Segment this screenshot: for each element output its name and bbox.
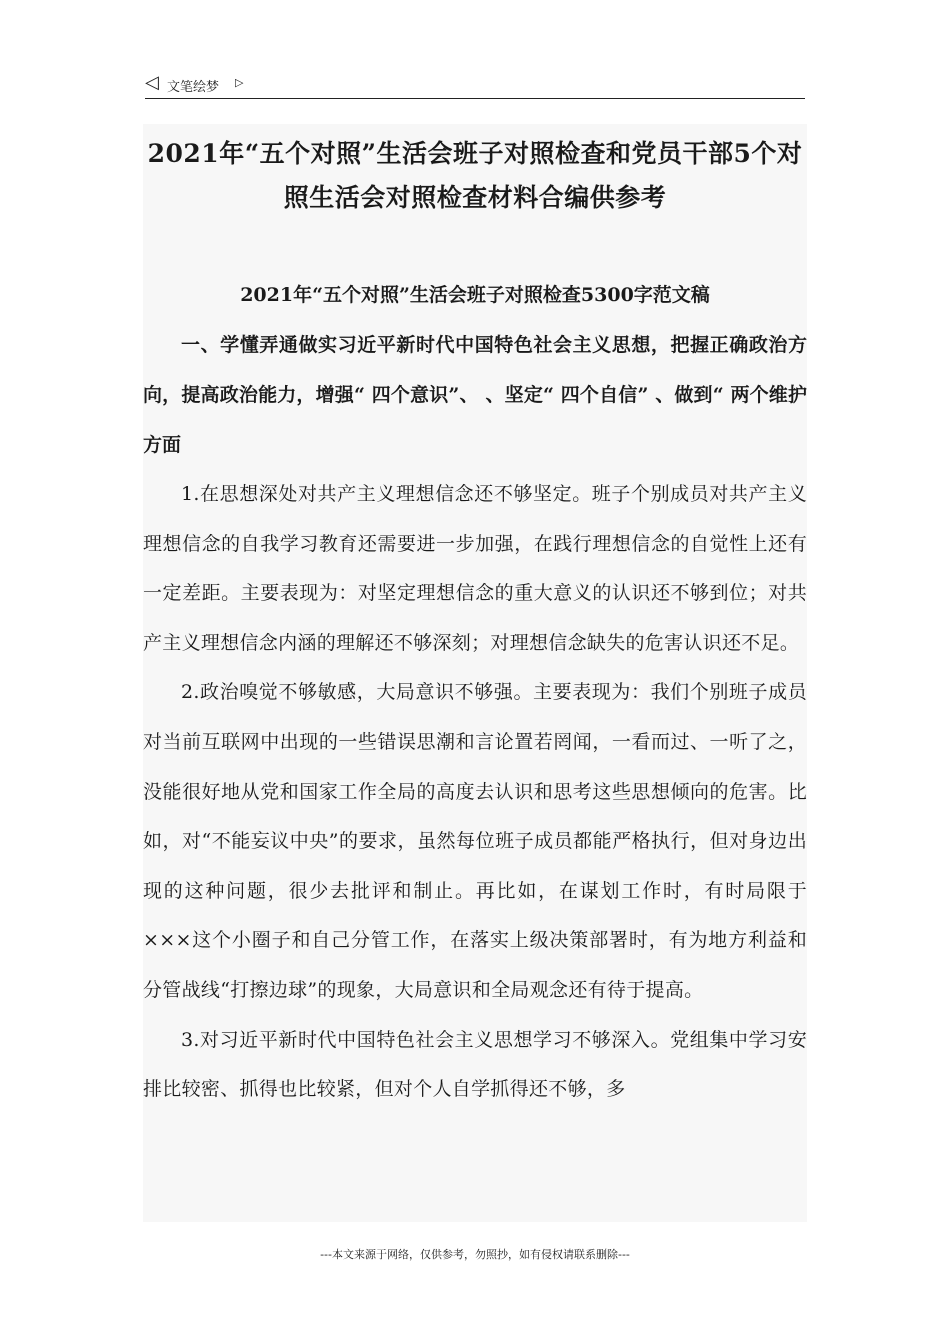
page-footer-disclaimer: ---本文来源于网络，仅供参考，勿照抄，如有侵权请联系删除---	[320, 1248, 630, 1261]
paragraph-2: 2.政治嗅觉不够敏感，大局意识不够强。主要表现为：我们个别班子成员对当前互联网中出现的一些错误思潮和言论置若罔闻，一看而过、一听了之，没能很好地从党和国家工作全局的高度去认识和思考这些思想倾向的危害。比如，对“不能妄议中央”的要求，虽然每位班子成员都能严格执行，但对身边出现的这种问题，很少去批评和制止。再比如，在谋划工作时，有时局限于×××这个小圈子和自己分管工作，在落实上级决策部署时，有为地方利益和分管战线“打擦边球”的现象，大局意识和全局观念还有待于提高。	[143, 681, 807, 1001]
paragraph-3: 3.对习近平新时代中国特色社会主义思想学习不够深入。党组集中学习安排比较密、抓得也比较紧，但对个人自学抓得还不够，多	[143, 1028, 807, 1101]
section-heading: 一、学懂弄通做实习近平新时代中国特色社会主义思想，把握正确政治方向，提高政治能力，增强“ 四个意识”、 、坚定“ 四个自信” 、做到“ 两个维护方面	[143, 334, 807, 456]
header-brand: 文笔绘梦	[167, 80, 220, 95]
page-header	[145, 70, 805, 99]
document-subtitle: 2021年“五个对照”生活会班子对照检查5300字范文稿	[240, 284, 710, 306]
triangle-left-icon: ◁	[145, 72, 159, 93]
paragraph-1: 1.在思想深处对共产主义理想信念还不够坚定。班子个别成员对共产主义理想信念的自我学习教育还需要进一步加强，在践行理想信念的自觉性上还有一定差距。主要表现为：对坚定理想信念的重大意义的认识还不够到位；对共产主义理想信念内涵的理解还不够深刻；对理想信念缺失的危害认识还不足。	[143, 483, 807, 654]
triangle-right-icon: ▷	[235, 76, 244, 89]
document-body	[143, 124, 807, 1222]
document-title: 2021年“五个对照”生活会班子对照检查和党员干部5个对照生活会对照检查材料合编供参考	[147, 139, 803, 212]
